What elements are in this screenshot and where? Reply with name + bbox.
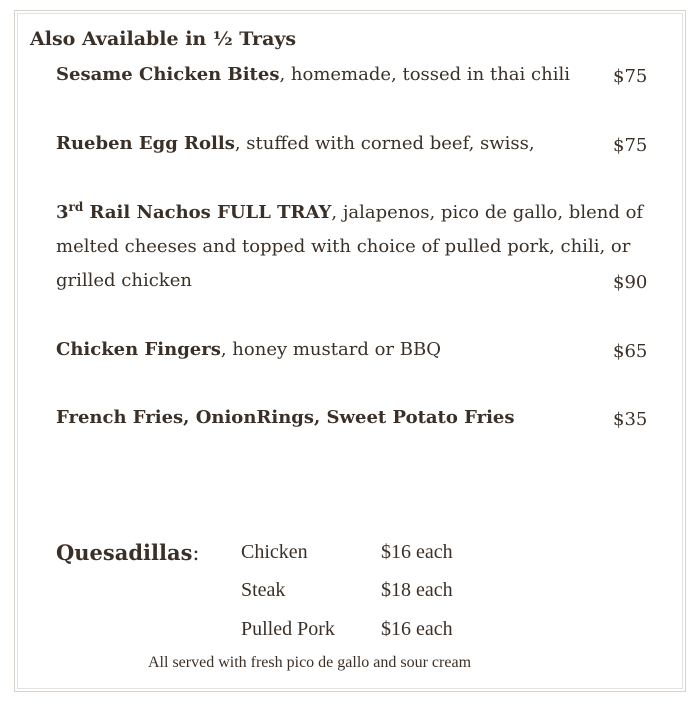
item-desc-line: grilled chicken bbox=[56, 270, 192, 291]
quesadilla-option-name: Steak bbox=[241, 579, 286, 601]
item-name: Sesame Chicken Bites bbox=[56, 64, 280, 85]
item-desc: , stuffed with corned beef, swiss, bbox=[234, 133, 535, 154]
item-price: $65 bbox=[613, 341, 648, 362]
menu-item-nachos bbox=[56, 196, 643, 230]
quesadilla-option-name: Chicken bbox=[241, 541, 308, 563]
item-desc: , homemade, tossed in thai chili bbox=[279, 64, 570, 85]
menu-item-fries bbox=[56, 401, 515, 435]
menu-item-rueben-egg-rolls bbox=[56, 127, 535, 161]
item-name: French Fries, OnionRings, Sweet Potato Fries bbox=[56, 407, 515, 428]
quesadilla-option-price: $16 each bbox=[381, 618, 453, 640]
item-price: $75 bbox=[613, 135, 648, 156]
item-desc: , honey mustard or BBQ bbox=[220, 339, 441, 360]
quesadilla-option-price: $16 each bbox=[381, 541, 453, 563]
item-name: 3rd Rail Nachos FULL TRAY bbox=[56, 200, 332, 223]
item-desc-line: melted cheeses and topped with choice of pulled pork, chili, or bbox=[56, 236, 631, 257]
item-price: $35 bbox=[613, 409, 648, 430]
quesadilla-option-price: $18 each bbox=[381, 579, 453, 601]
serving-note: All served with fresh pico de gallo and sour cream bbox=[148, 654, 472, 671]
quesadillas-title: Quesadillas: bbox=[56, 540, 200, 565]
menu-item-chicken-fingers bbox=[56, 333, 441, 367]
item-price: $90 bbox=[613, 272, 648, 293]
item-desc: , jalapenos, pico de gallo, blend of bbox=[331, 202, 644, 223]
item-name: Rueben Egg Rolls bbox=[56, 133, 235, 154]
section-heading: Also Available in ½ Trays bbox=[30, 28, 297, 50]
menu-item-sesame-chicken bbox=[56, 58, 570, 92]
item-price: $75 bbox=[613, 66, 648, 87]
item-name: Chicken Fingers bbox=[56, 339, 221, 360]
quesadilla-option-name: Pulled Pork bbox=[241, 618, 335, 640]
